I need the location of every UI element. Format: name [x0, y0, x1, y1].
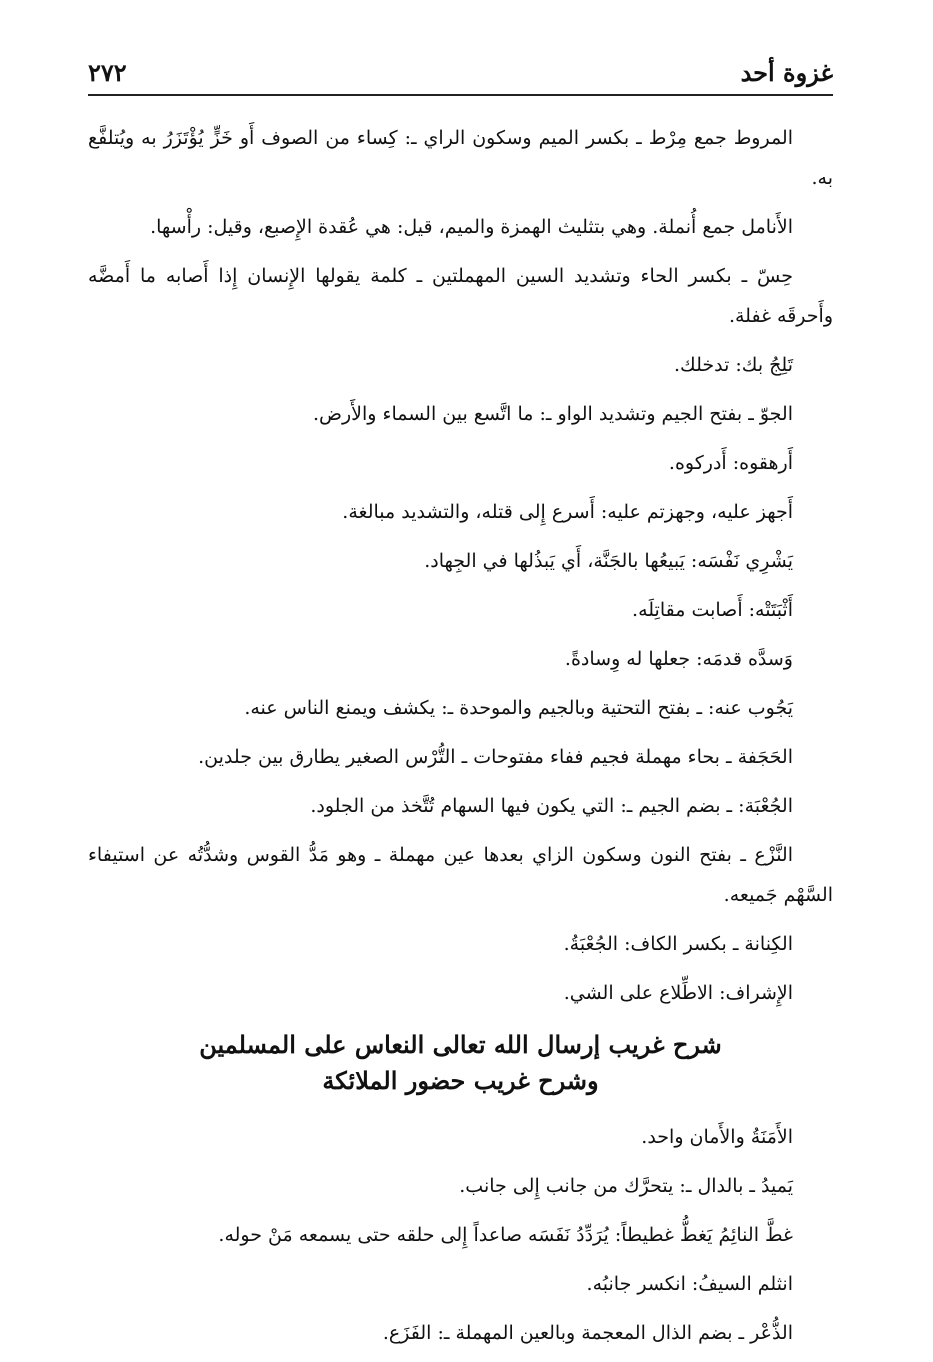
page-header	[88, 52, 833, 96]
section-heading	[88, 1027, 833, 1099]
glossary-entry: الجُعْبَة: ـ بضم الجيم ـ: التي يكون فيها السهام تُتَّخذ من الجلود.	[310, 795, 793, 817]
glossary-entry: انثلم السيفُ: انكسر جانبُه.	[586, 1273, 793, 1295]
glossary-entry: تَلِجُ بك: تدخلك.	[674, 354, 793, 376]
glossary-entry: أَجهز عليه، وجهزتم عليه: أَسرع إِلى قتله، والتشديد مبالغة.	[342, 501, 793, 523]
glossary-entry: الأَنامل جمع أُنملة. وهي بتثليث الهمزة والميم، قيل: هي عُقدة الإِصبع، وقيل: رأْسها.	[150, 216, 793, 238]
glossary-entry: الأَمَنَةُ والأَمان واحد.	[641, 1126, 793, 1148]
glossary-entry: يَميدُ ـ بالدال ـ: يتحرَّك من جانب إِلى جانب.	[459, 1175, 793, 1197]
section-heading-line-2: وشرح غريب حضور الملائكة	[322, 1066, 599, 1095]
glossary-entry: أَرهقوه: أَدركوه.	[668, 452, 793, 474]
glossary-entry: النَّزْع ـ بفتح النون وسكون الزاي بعدها عين مهملة ـ وهو مَدُّ القوس وشدُّتُه عن استيفاء السَّهْم جَميعه.	[88, 844, 833, 906]
section-heading-line-1: شرح غريب إرسال الله تعالى النعاس على المسلمين	[199, 1030, 722, 1059]
glossary-entry: الذُّعْر ـ بضم الذال المعجمة وبالعين المهملة ـ: الفَزَع.	[382, 1322, 793, 1344]
page-number: ٢٧٢	[88, 58, 127, 87]
glossary-entry: الحَجَفة ـ بحاء مهملة فجيم ففاء مفتوحات ـ التُّرْس الصغير يطارق بين جلدين.	[198, 746, 793, 768]
running-title: غزوة أحد	[740, 58, 833, 87]
glossary-entry: الجوّ ـ بفتح الجيم وتشديد الواو ـ: ما اتَّسع بين السماء والأَرض.	[313, 403, 793, 425]
glossary-entry: أَثْبَتَتْه: أَصابت مقاتِلَه.	[632, 599, 793, 621]
glossary-part-1	[88, 118, 833, 1013]
glossary-entry: وَسدَّه قدمَه: جعلها له وِسادةً.	[564, 648, 793, 670]
glossary-entry: الإِشراف: الاطِّلاع على الشي.	[563, 982, 793, 1004]
body-text	[88, 118, 833, 1362]
glossary-entry: يَشْرِي نَفْسَه: يَبيعُها بالجَنَّة، أَي يَبذُلها في الجِهاد.	[424, 550, 793, 572]
glossary-entry: المروط جمع مِرْط ـ بكسر الميم وسكون الراي ـ: كِساء من الصوف أَو خَزٍّ يُؤْتَزَرُ به ويُتلفَّع به.	[88, 127, 833, 189]
glossary-part-2	[88, 1117, 833, 1353]
glossary-entry: يَجُوب عنه: ـ بفتح التحتية وبالجيم والموحدة ـ: يكشف ويمنع الناس عنه.	[244, 697, 793, 719]
glossary-entry: الكِنانة ـ بكسر الكاف: الجُعْبَةُ.	[563, 933, 793, 955]
glossary-entry: حِسّ ـ بكسر الحاء وتشديد السين المهملتين ـ كلمة يقولها الإِنسان إِذا أَصابه ما أَمضَّه وأَحرقَه غفلة.	[88, 265, 833, 327]
glossary-entry: غطَّ النائِمُ يَغطُّ غطيطاً: يُرَدِّدُ نَفَسَه صاعداً إِلى حلقه حتى يسمعه مَنْ حوله.	[218, 1224, 793, 1246]
